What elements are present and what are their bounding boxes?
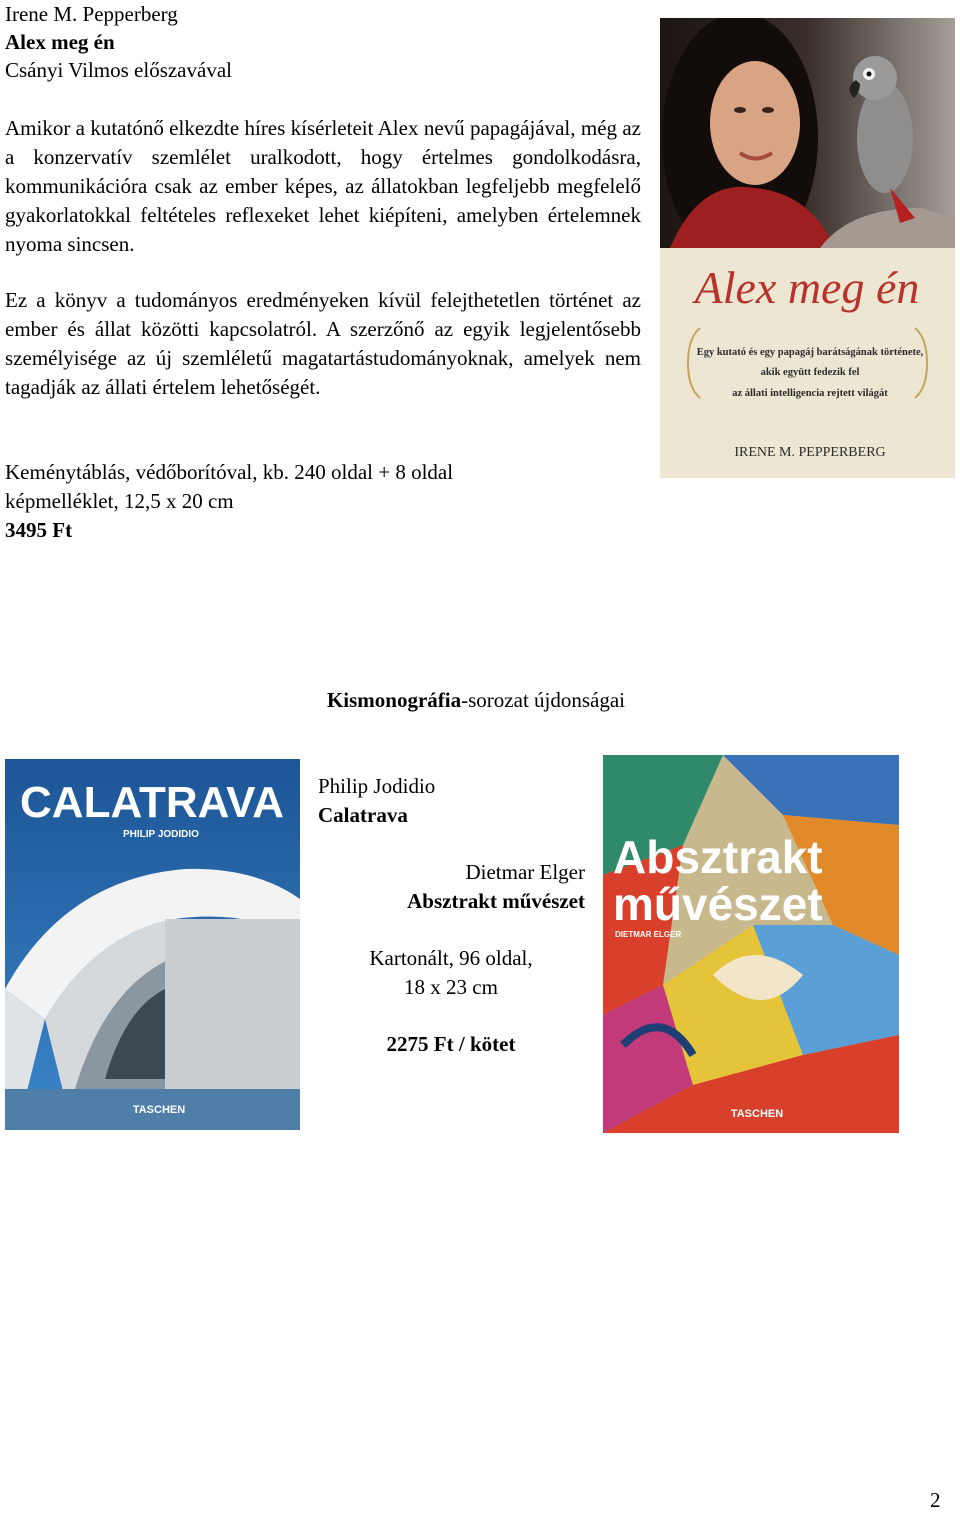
series-price: 2275 Ft / kötet: [386, 1032, 516, 1056]
cover1-subtitle-line-1: Egy kutató és egy papagáj barátságának története,: [696, 347, 924, 358]
series-heading: [0, 686, 952, 715]
book1-price: 3495 Ft: [5, 518, 73, 542]
abstract-cover-title-line-2: művészet: [613, 878, 823, 930]
book1-specs-line-1: Keménytáblás, védőborítóval, kb. 240 oldal + 8 oldal: [5, 460, 454, 484]
calatrava-cover-author: PHILIP JODIDIO: [123, 829, 199, 840]
page-number: 2: [930, 1488, 941, 1512]
calatrava-cover-publisher: TASCHEN: [132, 1104, 186, 1116]
cover1-subtitle-line-3: az állati intelligencia rejtett világát: [732, 388, 888, 399]
cover1-author-text: IRENE M. PEPPERBERG: [734, 445, 886, 460]
book1-author: Irene M. Pepperberg: [5, 2, 178, 26]
cover1-parrot: [857, 83, 913, 193]
book1-title: Alex meg én: [5, 30, 115, 54]
book1-paragraph-2: Ez a könyv a tudományos eredményeken kívül felejthetetlen történet az ember és állat közötti kapcsolatról. A szerzőnő az egyik legjelentősebb személyisége az új szemléletű magatartástudományoknak, amelyek nem tagadják az állati értelem lehetőségét.: [5, 288, 641, 399]
cover1-subtitle-line-2: akik együtt fedezik fel: [760, 367, 860, 378]
series-heading-rest: -sorozat újdonságai: [461, 688, 626, 712]
series-specs-line-1: Kartonált, 96 oldal,: [369, 946, 533, 970]
book1-foreword: Csányi Vilmos előszavával: [5, 58, 232, 82]
abstract-cover-publisher: TASCHEN: [730, 1108, 784, 1120]
cover1-title-text: Alex meg én: [694, 262, 920, 313]
cover1-face: [710, 61, 800, 185]
series-heading-bold: Kismonográfia: [326, 688, 462, 712]
calatrava-cover-image: [5, 759, 300, 1130]
series-book-a-author: Philip Jodidio: [318, 774, 436, 798]
book1-specs-line-2: képmelléklet, 12,5 x 20 cm: [5, 489, 234, 513]
series-book-b-title: Absztrakt művészet: [407, 889, 585, 913]
abstract-cover-title-line-1: Absztrakt: [613, 831, 823, 883]
calatrava-cover-title: CALATRAVA: [20, 778, 284, 827]
book1-cover-image: [660, 18, 955, 478]
series-specs-line-2: 18 x 23 cm: [404, 975, 498, 999]
abstract-cover-author: DIETMAR ELGER: [615, 930, 682, 939]
book1-paragraph-1: Amikor a kutatónő elkezdte híres kísérleteit Alex nevű papagájával, még az a konzervatív szemlélet uralkodott, hogy értelmes gondolkodásra, kommunikációra csak az ember képes, az állatokban legfeljebb megfelelő gyakorlatokkal feltételes reflexeket lehet kiépíteni, amelyben értelemnek nyoma sincsen.: [5, 116, 641, 256]
series-book-a-title: Calatrava: [318, 803, 408, 827]
abstract-art-cover-image: [603, 755, 899, 1133]
series-book-b-author: Dietmar Elger: [465, 860, 585, 884]
